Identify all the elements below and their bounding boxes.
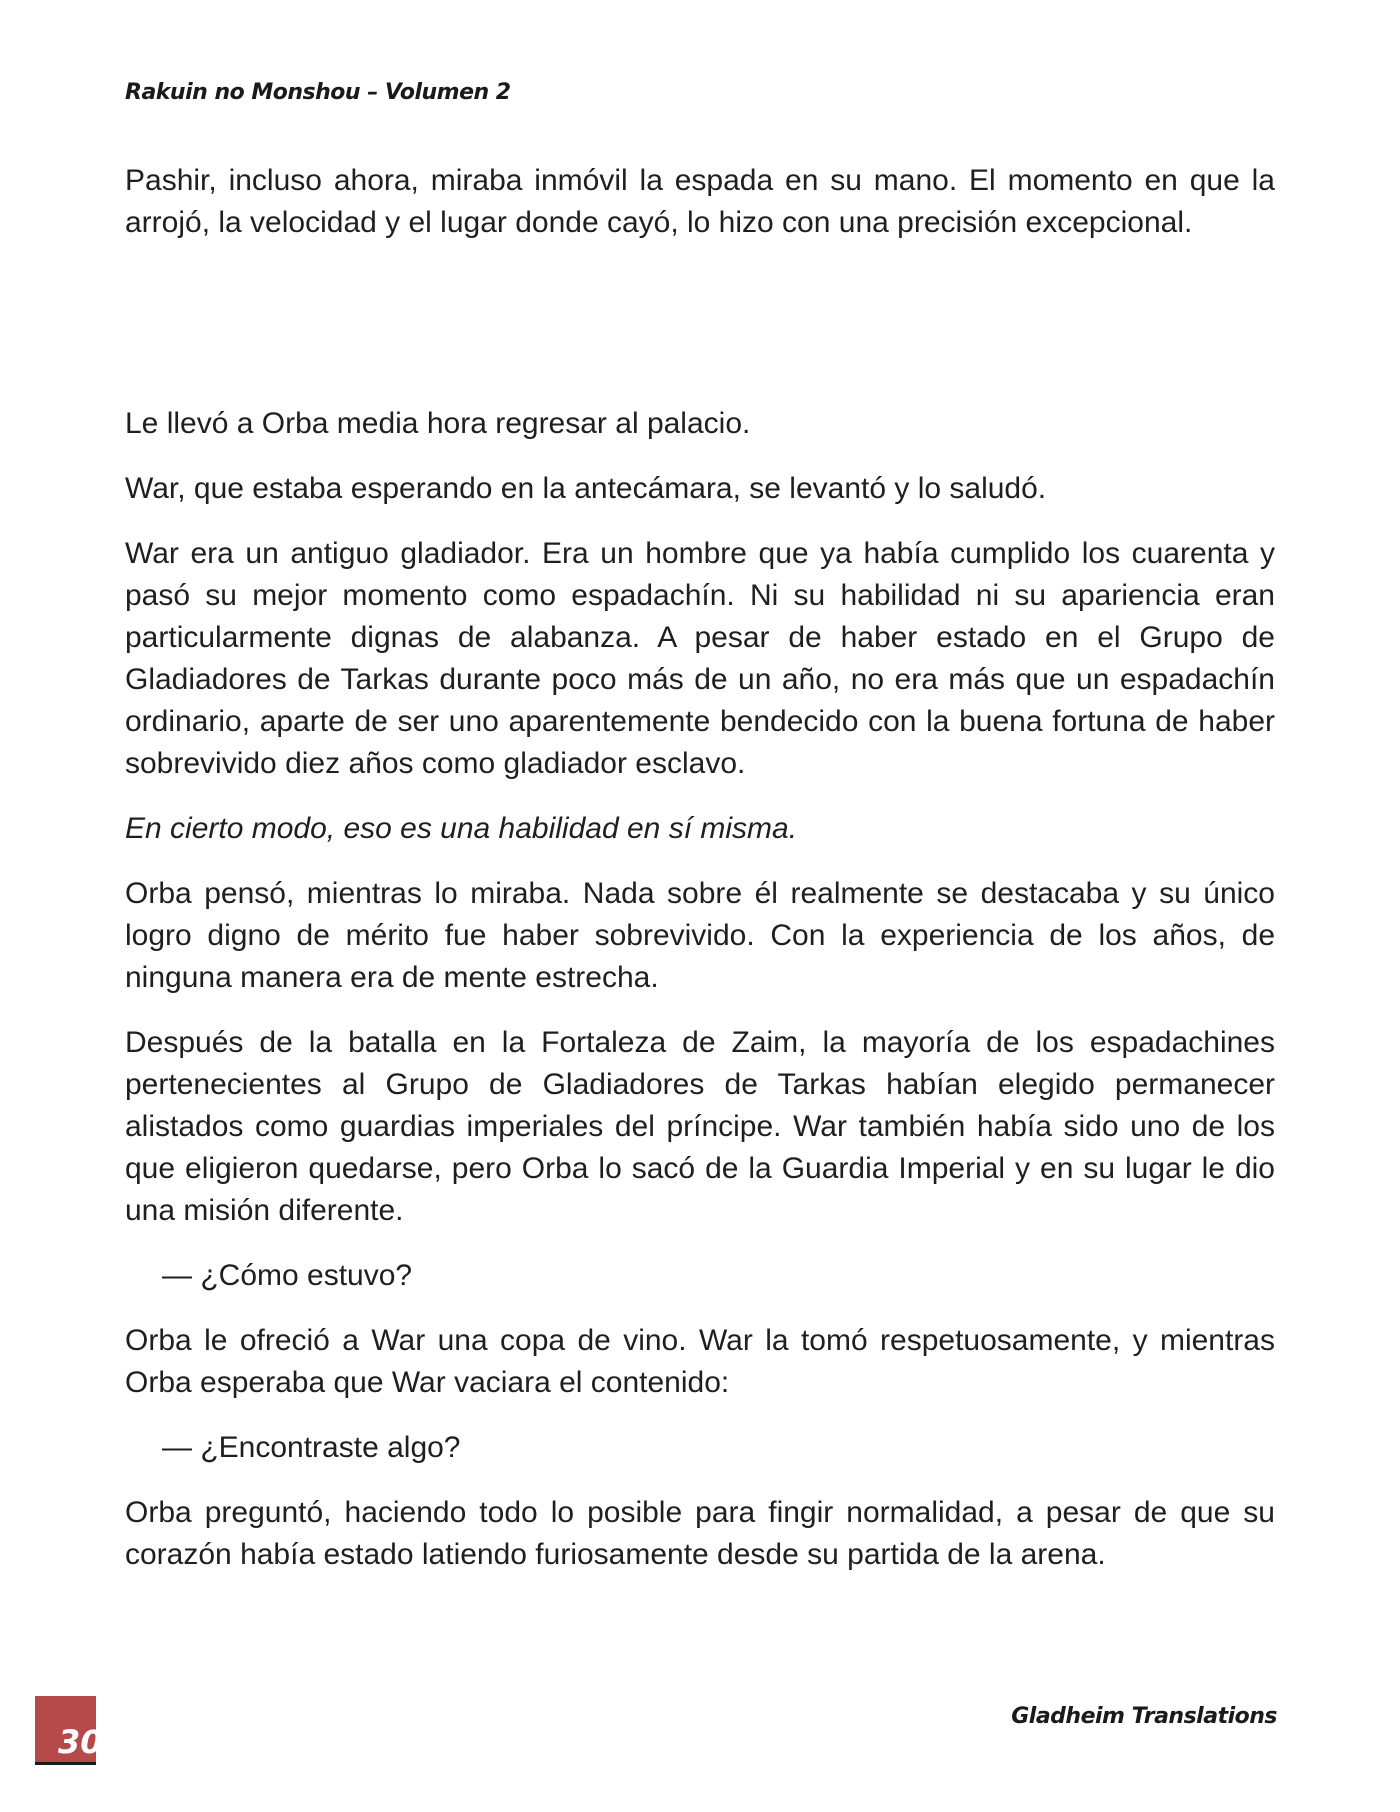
paragraph-4: War era un antiguo gladiador. Era un hombre que ya había cumplido los cuarenta y pasó su mejor momento como espadachín. Ni su habilidad ni su apariencia eran particularmente dignas de alabanza. A pesar de haber estado en el Grupo de Gladiadores de Tarkas durante poco más de un año, no era más que un espadachín ordinario, aparte de ser uno aparentemente bendecido con la buena fortuna de haber sobrevivido diez años como gladiador esclavo. xyxy=(125,537,1275,780)
paragraph-1: Pashir, incluso ahora, miraba inmóvil la espada en su mano. El momento en que la arrojó, la velocidad y el lugar donde cayó, lo hizo con una precisión excepcional. xyxy=(125,164,1275,239)
page-number-underline xyxy=(35,1762,96,1765)
paragraph-3: War, que estaba esperando en la antecámara, se levantó y lo saludó. xyxy=(125,472,1047,505)
scene-break xyxy=(125,267,1275,403)
dialogue-line-2: — ¿Encontraste algo? xyxy=(162,1431,461,1464)
page-number: 30 xyxy=(58,1723,103,1761)
paragraph-9: Orba le ofreció a War una copa de vino. War la tomó respetuosamente, y mientras Orba esperaba que War vaciara el contenido: xyxy=(125,1324,1275,1399)
paragraph-11: Orba preguntó, haciendo todo lo posible para fingir normalidad, a pesar de que su corazón había estado latiendo furiosamente desde su partida de la arena. xyxy=(125,1496,1275,1571)
paragraph-6: Orba pensó, mientras lo miraba. Nada sobre él realmente se destacaba y su único logro digno de mérito fue haber sobrevivido. Con la experiencia de los años, de ninguna manera era de mente estrecha. xyxy=(125,877,1275,994)
dialogue-line-1: — ¿Cómo estuvo? xyxy=(162,1259,413,1292)
footer-credit: Gladheim Translations xyxy=(1011,1704,1277,1729)
body-text xyxy=(125,160,1275,1599)
italic-thought: En cierto modo, eso es una habilidad en sí misma. xyxy=(125,812,798,845)
paragraph-7: Después de la batalla en la Fortaleza de Zaim, la mayoría de los espadachines pertenecientes al Grupo de Gladiadores de Tarkas habían elegido permanecer alistados como guardias imperiales del príncipe. War también había sido uno de los que eligieron quedarse, pero Orba lo sacó de la Guardia Imperial y en su lugar le dio una misión diferente. xyxy=(125,1026,1275,1227)
paragraph-2: Le llevó a Orba media hora regresar al palacio. xyxy=(125,407,751,440)
running-header: Rakuin no Monshou – Volumen 2 xyxy=(125,80,511,105)
